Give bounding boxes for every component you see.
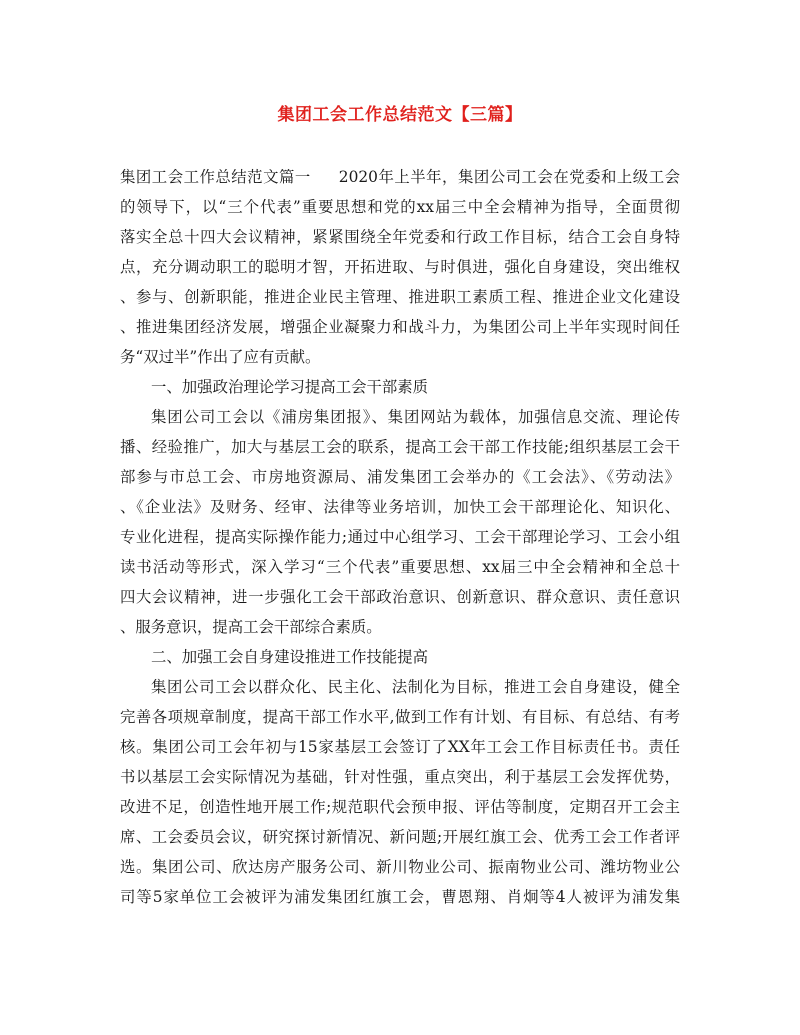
text-line: 部参与市总工会、市房地资源局、浦发集团工会举办的《工会法》、《劳动法》 — [120, 468, 680, 486]
text-line: 完善各项规章制度，提高干部工作水平,做到工作有计划、有目标、有总结、有考 — [120, 708, 680, 726]
text-line: 、《企业法》及财务、经审、法律等业务培训，加快工会干部理论化、知识化、 — [120, 498, 680, 516]
text-line: 司等5家单位工会被评为浦发集团红旗工会，曹恩翔、肖炯等4人被评为浦发集 — [120, 888, 680, 906]
text-line: 、推进集团经济发展，增强企业凝聚力和战斗力，为集团公司上半年实现时间任 — [120, 318, 680, 336]
text-line: 专业化进程，提高实际操作能力;通过中心组学习、工会干部理论学习、工会小组 — [120, 528, 680, 546]
text-line: 务“双过半”作出了应有贡献。 — [120, 348, 321, 366]
line-text: 2020年上半年，集团公司工会在党委和上级工会 — [338, 168, 680, 186]
text-line: 落实全总十四大会议精神，紧紧围绕全年党委和行政工作目标，结合工会自身特 — [120, 228, 680, 246]
text-line: 、服务意识，提高工会干部综合素质。 — [120, 618, 382, 636]
text-line: 四大会议精神，进一步强化工会干部政治意识、创新意识、群众意识、责任意识 — [120, 588, 680, 606]
text-line: 、参与、创新职能，推进企业民主管理、推进职工素质工程、推进企业文化建设 — [120, 288, 680, 306]
section-heading: 二、加强工会自身建设推进工作技能提高 — [151, 648, 429, 666]
text-line: 席、工会委员会议，研究探讨新情况、新问题;开展红旗工会、优秀工会工作者评 — [120, 828, 680, 846]
text-line: 书以基层工会实际情况为基础，针对性强，重点突出，利于基层工会发挥优势， — [120, 768, 680, 786]
text-line: 改进不足，创造性地开展工作;规范职代会预申报、评估等制度，定期召开工会主 — [120, 798, 680, 816]
section-lead: 集团工会工作总结范文篇一 — [120, 168, 311, 186]
document-title: 集团工会工作总结范文【三篇】 — [277, 105, 523, 125]
text-line: 点，充分调动职工的聪明才智，开拓进取、与时俱进，强化自身建设，突出维权 — [120, 258, 680, 276]
text-line: 核。集团公司工会年初与15家基层工会签订了XX年工会工作目标责任书。责任 — [120, 738, 680, 756]
text-line: 集团公司工会以《浦房集团报》、集团网站为载体，加强信息交流、理论传 — [151, 408, 680, 426]
text-line: 播、经验推广，加大与基层工会的联系，提高工会干部工作技能;组织基层工会干 — [120, 438, 680, 456]
text-line: 读书活动等形式，深入学习“三个代表”重要思想、xx届三中全会精神和全总十 — [120, 558, 680, 576]
document-body — [120, 162, 680, 912]
text-line — [120, 162, 680, 192]
text-line: 集团公司工会以群众化、民主化、法制化为目标，推进工会自身建设，健全 — [151, 678, 680, 696]
text-line: 的领导下，以“三个代表”重要思想和党的xx届三中全会精神为指导，全面贯彻 — [120, 198, 680, 216]
text-line: 选。集团公司、欣达房产服务公司、新川物业公司、振南物业公司、潍坊物业公 — [120, 858, 680, 876]
section-heading: 一、加强政治理论学习提高工会干部素质 — [151, 378, 429, 396]
